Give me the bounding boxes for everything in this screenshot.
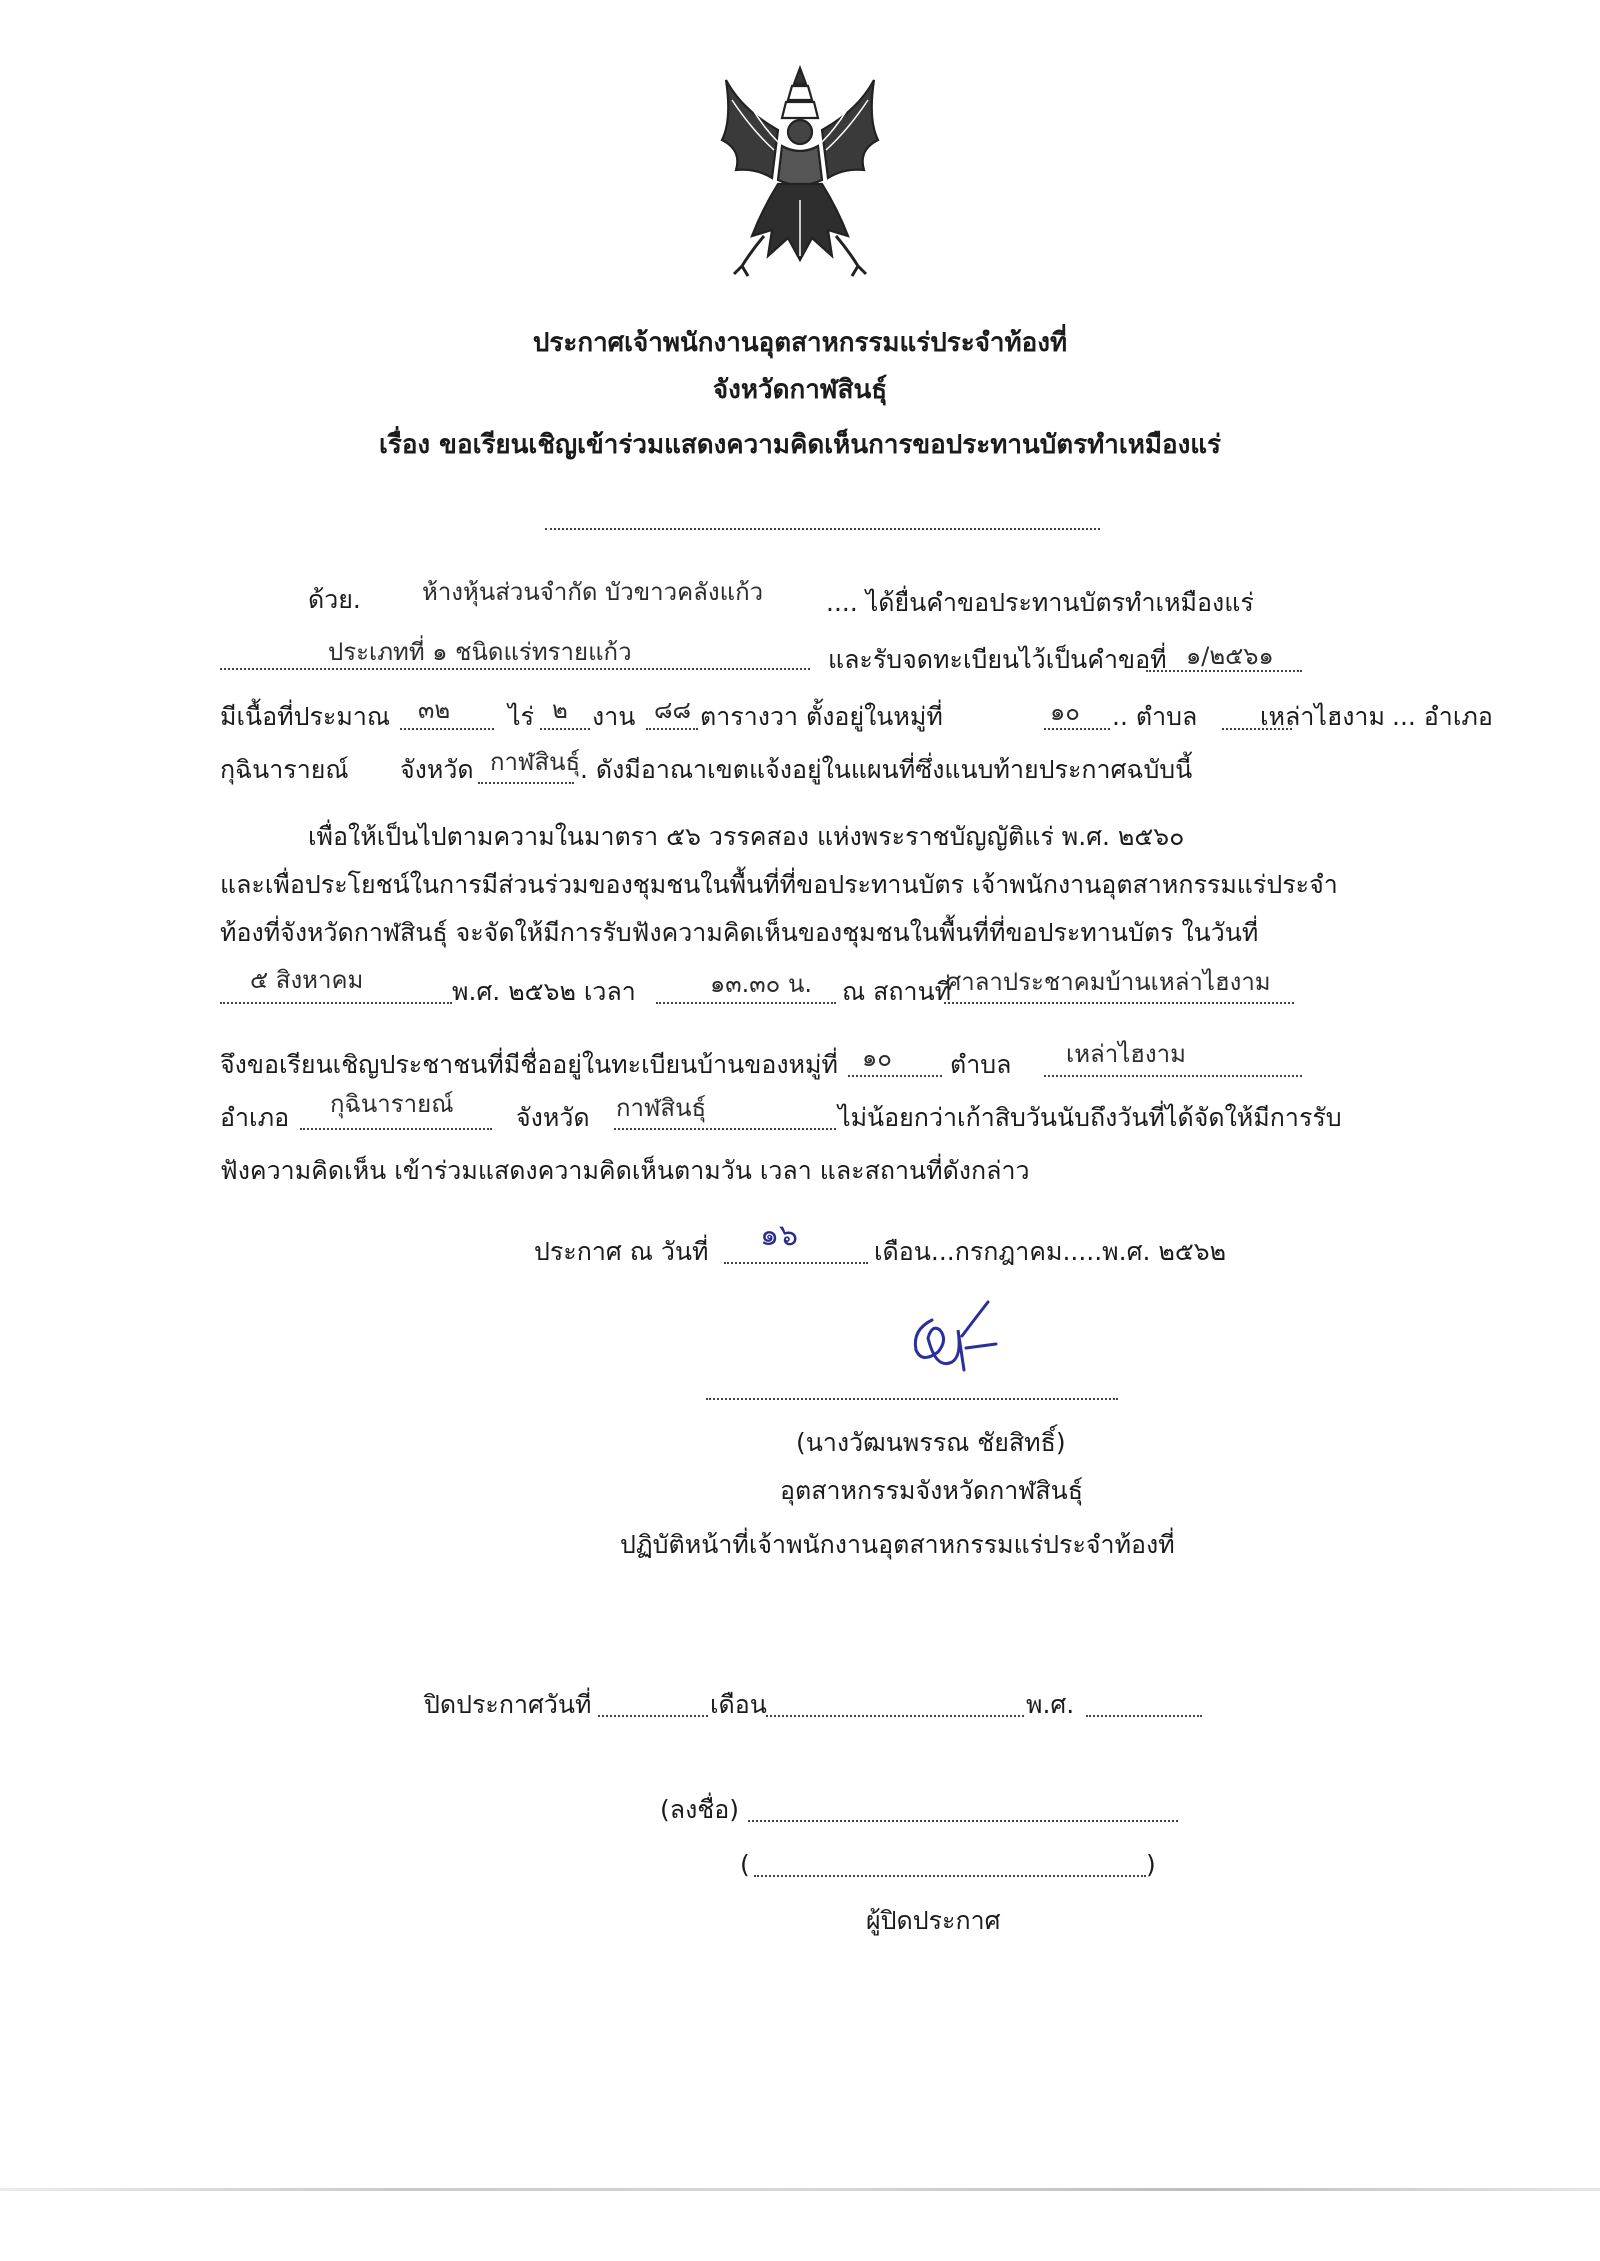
p2-place-dots — [944, 1000, 1294, 1004]
p2-hearing-place: ศาลาประชาคมบ้านเหล่าไฮงาม — [946, 968, 1271, 996]
posting-month-dots — [766, 1713, 1024, 1717]
p1-province: กาฬสินธุ์ — [490, 748, 581, 776]
p1-wa-label: ตารางวา ตั้งอยู่ในหมู่ที่ — [700, 702, 943, 731]
p3-amphoe-dots — [300, 1126, 492, 1130]
title-line-2: จังหวัดกาฬสินธุ์ — [712, 375, 888, 405]
p3-amphoe: กุฉินารายณ์ — [330, 1090, 454, 1118]
p2-hearing-date: ๕ สิงหาคม — [250, 966, 364, 994]
p1-wa: ๘๘ — [654, 696, 692, 724]
posting-close-label: ปิดประกาศวันที่ — [424, 1690, 592, 1719]
p1-wa-dots — [646, 726, 698, 730]
p3-tambon-dots — [1044, 1073, 1302, 1077]
p1-ngan-label: งาน — [592, 702, 636, 731]
signatory-position2: ปฏิบัติหน้าที่เจ้าพนักงานอุตสาหกรรมแร่ประจำท้องที่ — [620, 1530, 1175, 1559]
p1-map-text: . ดังมีอาณาเขตแจ้งอยู่ในแผนที่ซึ่งแนบท้ายประกาศฉบับนี้ — [580, 755, 1193, 784]
p1-area-label: มีเนื้อที่ประมาณ — [220, 702, 391, 731]
p1-province-dots — [478, 780, 574, 784]
signatory-position1: อุตสาหกรรมจังหวัดกาฬสินธุ์ — [780, 1476, 1083, 1505]
p2-line2: และเพื่อประโยชน์ในการมีส่วนร่วมของชุมชนในพื้นที่ที่ขอประทานบัตร เจ้าพนักงานอุตสาหกรรมแร่ประจำ — [220, 870, 1338, 899]
posting-paren-close: ) — [1146, 1850, 1156, 1879]
posting-month-label: เดือน — [710, 1690, 767, 1719]
posting-sign-dots — [748, 1818, 1178, 1822]
title-separator — [545, 526, 1100, 530]
garuda-emblem-icon — [712, 60, 888, 282]
p1-moo-dots — [1044, 726, 1110, 730]
p3-amphoe-label: อำเภอ — [220, 1103, 290, 1132]
p1-rai-dots — [400, 726, 494, 730]
p3-province: กาฬสินธุ์ — [616, 1094, 707, 1122]
p1-ngan: ๒ — [552, 696, 568, 724]
posting-paren-open: ( — [740, 1850, 750, 1879]
p1-amphoe-label: ... อำเภอ — [1392, 702, 1493, 731]
posting-be-label: พ.ศ. — [1026, 1690, 1075, 1719]
title-line-1: ประกาศเจ้าพนักงานอุตสาหกรรมแร่ประจำท้องที่ — [532, 328, 1068, 358]
posting-poster-label: ผู้ปิดประกาศ — [866, 1906, 1001, 1935]
p1-submitted: .... ได้ยื่นคำขอประทานบัตรทำเหมืองแร่ — [826, 588, 1254, 617]
p1-amphoe: กุฉินารายณ์ — [220, 755, 349, 784]
p3-province-label: จังหวัด — [516, 1103, 590, 1132]
posting-be-dots — [1086, 1713, 1202, 1717]
p1-mineral-type: ประเภทที่ ๑ ชนิดแร่ทรายแก้ว — [328, 638, 632, 666]
p2-time-dots — [656, 1000, 836, 1004]
p3-tambon: เหล่าไฮงาม — [1066, 1040, 1186, 1068]
scan-edge-line — [0, 2188, 1600, 2191]
p1-prefix: ด้วย. — [308, 585, 361, 614]
posting-sign-label: (ลงชื่อ) — [660, 1795, 740, 1824]
p1-mineral-dots — [220, 666, 810, 670]
p2-place-label: ณ สถานที่ — [842, 977, 952, 1006]
title-subject: เรื่อง ขอเรียนเชิญเข้าร่วมแสดงความคิดเห็นการขอประทานบัตรทำเหมืองแร่ — [378, 430, 1222, 460]
signatory-name: (นางวัฒนพรรณ ชัยสิทธิ์) — [796, 1428, 1066, 1457]
p3-closing-line: ฟังความคิดเห็น เข้าร่วมแสดงความคิดเห็นตามวัน เวลา และสถานที่ดังกล่าว — [220, 1156, 1030, 1185]
announced-label: ประกาศ ณ วันที่ — [534, 1237, 709, 1266]
p1-applicant: ห้างหุ้นส่วนจำกัด บัวขาวคลังแก้ว — [422, 578, 764, 606]
p3-tambon-label: ตำบล — [950, 1050, 1012, 1079]
p1-request-no: ๑/๒๕๖๑ — [1186, 642, 1274, 670]
p2-line3: ท้องที่จังหวัดกาฬสินธุ์ จะจัดให้มีการรับฟังความคิดเห็นของชุมชนในพื้นที่ที่ขอประทานบัตร ในวันที่ — [220, 918, 1259, 947]
p2-hearing-time: ๑๓.๓๐ น. — [710, 970, 812, 998]
p1-tambon: เหล่าไฮงาม — [1260, 702, 1385, 731]
p1-ngan-dots — [540, 726, 590, 730]
p1-tambon-label: .. ตำบล — [1112, 702, 1198, 731]
posting-paren-dots — [754, 1873, 1146, 1877]
signature-icon — [892, 1290, 1012, 1380]
p3-moo-dots — [848, 1073, 942, 1077]
p1-rai-label: ไร่ — [508, 702, 535, 731]
announced-day-dots — [724, 1260, 868, 1264]
p3-moo: ๑๐ — [862, 1044, 892, 1072]
p1-province-label: จังหวัด — [400, 755, 474, 784]
p1-rai: ๓๒ — [418, 696, 451, 724]
p3-province-dots — [614, 1126, 836, 1130]
p1-registered: และรับจดทะเบียนไว้เป็นคำขอที่ — [828, 645, 1167, 674]
announced-day: ๑๖ — [760, 1218, 799, 1253]
p2-line1: เพื่อให้เป็นไปตามความในมาตรา ๕๖ วรรคสอง แห่งพระราชบัญญัติแร่ พ.ศ. ๒๕๖๐ — [308, 822, 1185, 851]
p1-moo: ๑๐ — [1050, 698, 1080, 726]
p3-deadline-text: ไม่น้อยกว่าเก้าสิบวันนับถึงวันที่ได้จัดให้มีการรับ — [838, 1103, 1342, 1132]
p2-date-dots — [220, 1000, 452, 1004]
announced-month: เดือน...กรกฎาคม.....พ.ศ. ๒๕๖๒ — [874, 1237, 1227, 1266]
p3-invite-text: จึงขอเรียนเชิญประชาชนที่มีชื่ออยู่ในทะเบียนบ้านของหมู่ที่ — [220, 1050, 838, 1079]
posting-day-dots — [598, 1713, 708, 1717]
signature-dots — [706, 1396, 1118, 1400]
p2-be-label: พ.ศ. ๒๕๖๒ เวลา — [452, 977, 636, 1006]
